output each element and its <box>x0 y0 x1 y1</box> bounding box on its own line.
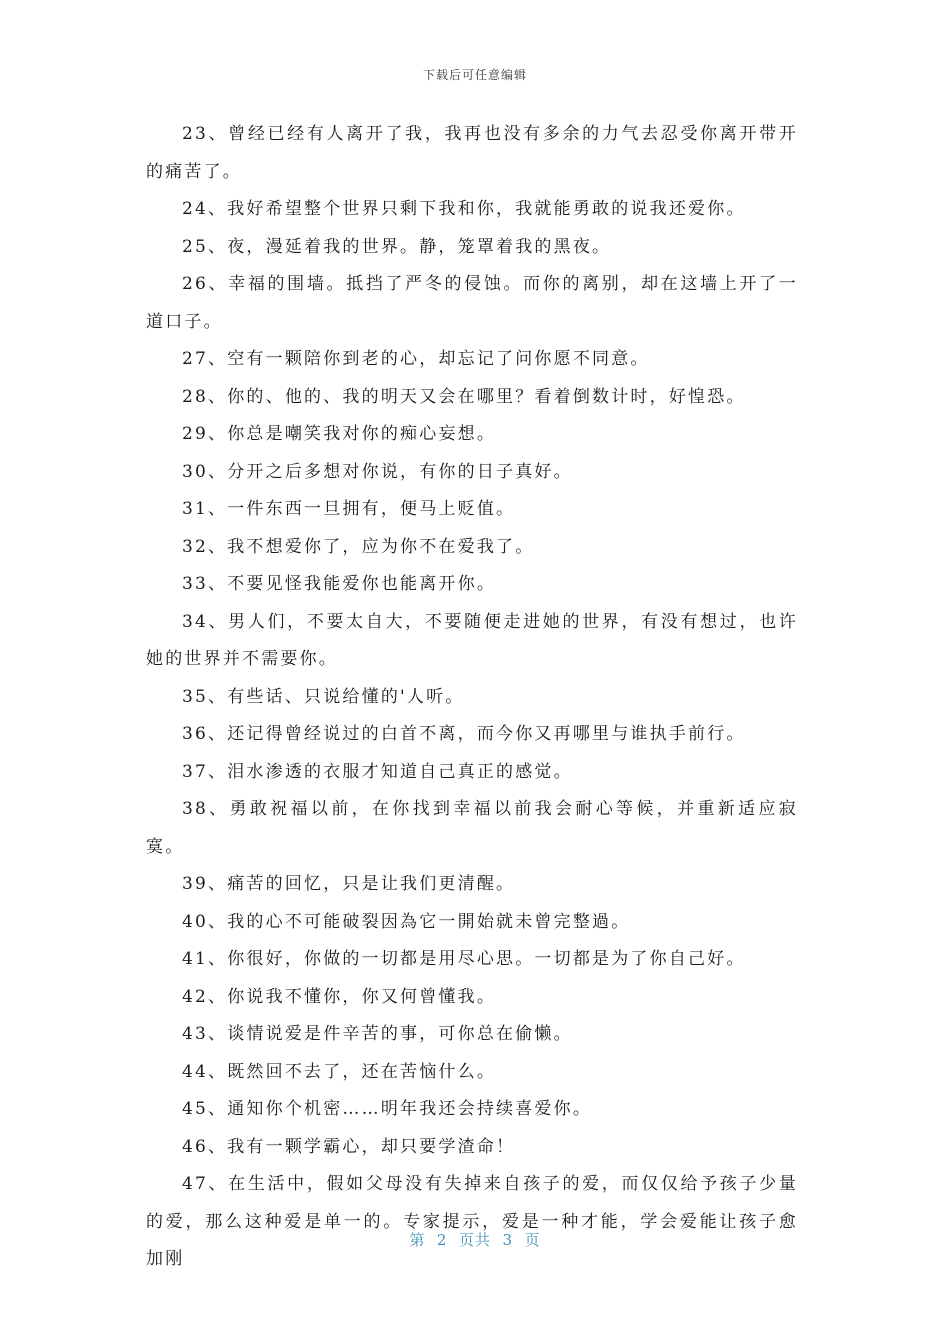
paragraph-41: 41、你很好，你做的一切都是用尽心思。一切都是为了你自己好。 <box>182 949 746 969</box>
paragraph-26: 26、幸福的围墙。抵挡了严冬的侵蚀。而你的离别，却在这墙上开了一道口子。 <box>146 274 798 332</box>
paragraph-38: 38、勇敢祝福以前，在你找到幸福以前我会耐心等候，并重新适应寂寞。 <box>146 799 798 857</box>
paragraph-24: 24、我好希望整个世界只剩下我和你，我就能勇敢的说我还爱你。 <box>182 199 746 219</box>
paragraph-44: 44、既然回不去了，还在苦恼什么。 <box>182 1061 497 1082</box>
paragraph-36: 36、还记得曾经说过的白首不离，而今你又再哪里与谁执手前行。 <box>182 724 746 744</box>
paragraph-34: 34、男人们，不要太自大，不要随便走进她的世界，有没有想过，也许她的世界并不需要你。 <box>146 611 798 669</box>
paragraph-25: 25、夜，漫延着我的世界。静，笼罩着我的黑夜。 <box>182 236 612 257</box>
paragraph-33: 33、不要见怪我能爱你也能离开你。 <box>182 574 497 594</box>
paragraph-43: 43、谈情说爱是件辛苦的事，可你总在偷懒。 <box>182 1024 573 1044</box>
header-note: 下载后可任意编辑 <box>422 68 527 82</box>
paragraph-23: 23、曾经已经有人离开了我，我再也没有多余的力气去忍受你离开带开的痛苦了。 <box>146 124 798 182</box>
paragraph-35: 35、有些话、只说给懂的'人听。 <box>182 686 465 707</box>
paragraph-29: 29、你总是嘲笑我对你的痴心妄想。 <box>182 424 497 444</box>
page-number: 第 2 页共 3 页 <box>409 1231 541 1249</box>
paragraph-30: 30、分开之后多想对你说，有你的日子真好。 <box>182 461 573 482</box>
paragraph-42: 42、你说我不懂你，你又何曾懂我。 <box>182 986 497 1007</box>
document-body <box>146 116 798 1279</box>
paragraph-40: 40、我的心不可能破裂因為它一開始就未曾完整過。 <box>182 911 631 932</box>
paragraph-27: 27、空有一颗陪你到老的心，却忘记了问你愿不同意。 <box>182 349 650 369</box>
paragraph-39: 39、痛苦的回忆，只是让我们更清醒。 <box>182 874 516 894</box>
paragraph-45: 45、通知你个机密……明年我还会持续喜爱你。 <box>182 1099 593 1119</box>
paragraph-46: 46、我有一颗学霸心，却只要学渣命！ <box>182 1136 516 1157</box>
paragraph-31: 31、一件东西一旦拥有，便马上贬值。 <box>182 499 516 519</box>
paragraph-47: 47、在生活中，假如父母没有失掉来自孩子的爱，而仅仅给予孩子少量的爱，那么这种爱是单一的。专家提示，爱是一种才能，学会爱能让孩子愈加刚 <box>146 1174 798 1269</box>
paragraph-28: 28、你的、他的、我的明天又会在哪里？看着倒数计时，好惶恐。 <box>182 386 746 407</box>
paragraph-32: 32、我不想爱你了，应为你不在爱我了。 <box>182 536 535 557</box>
paragraph-37: 37、泪水渗透的衣服才知道自己真正的感觉。 <box>182 761 573 782</box>
